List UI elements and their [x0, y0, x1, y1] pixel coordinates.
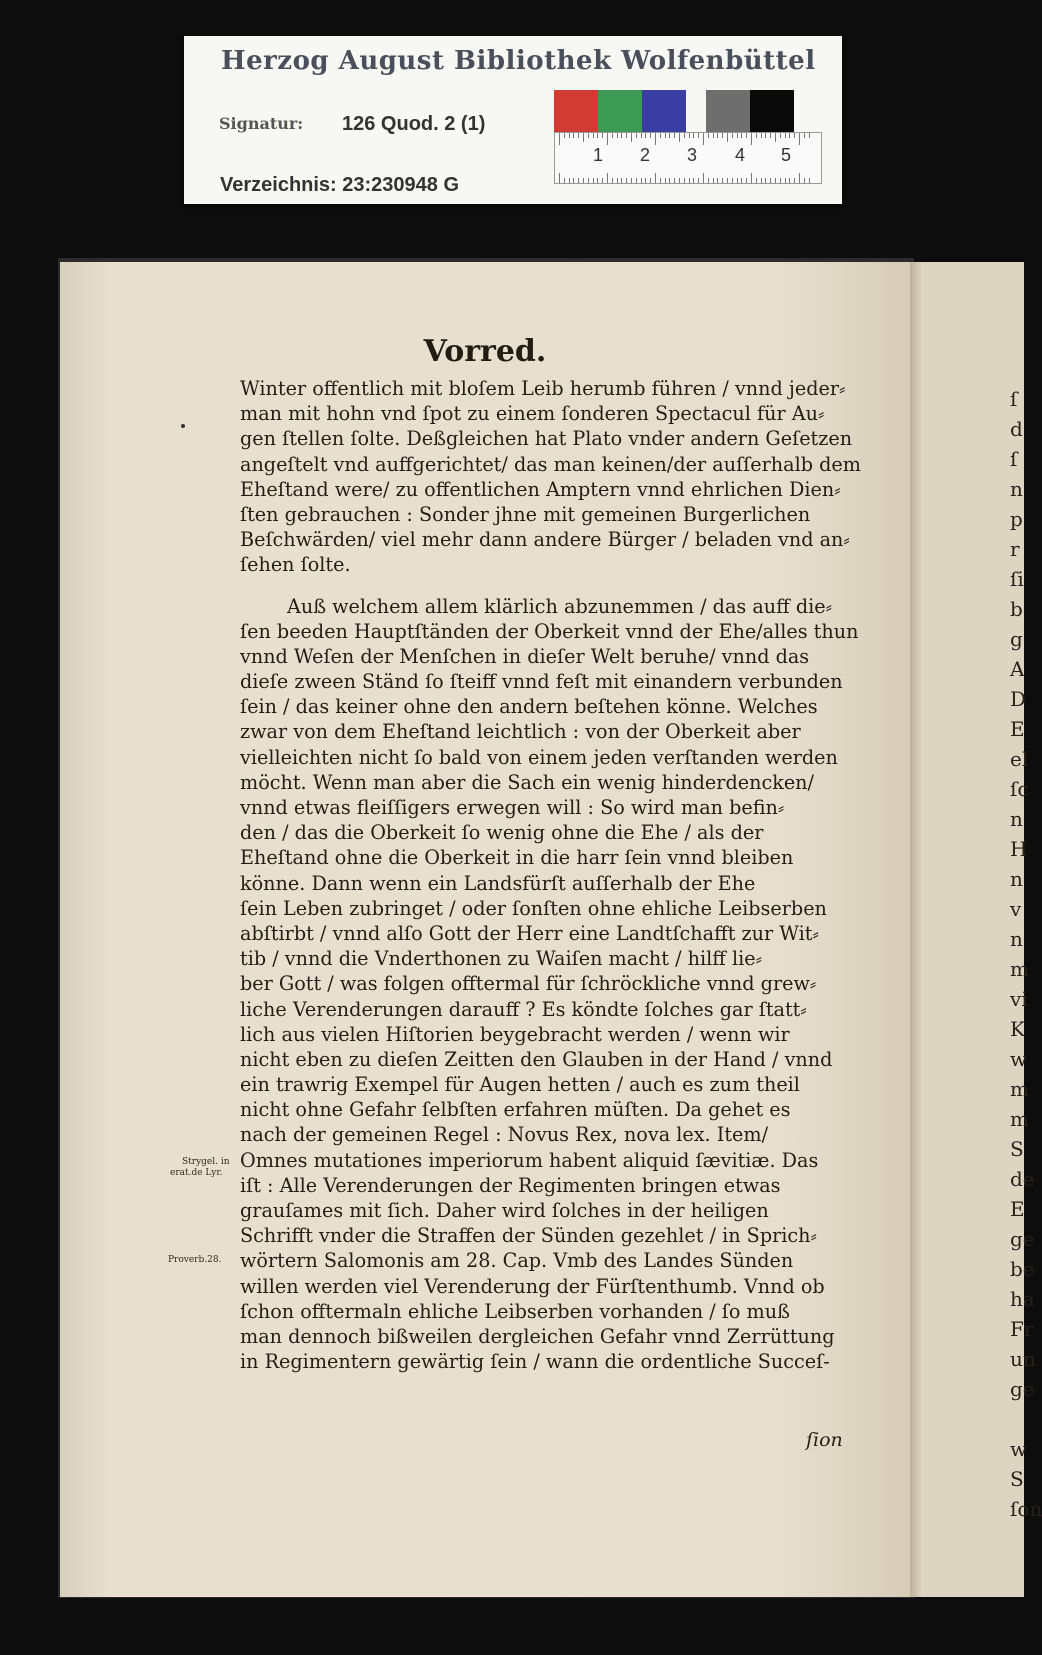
ruler-tick — [756, 133, 757, 138]
signatur-value: 126 Quod. 2 (1) — [342, 113, 486, 135]
text-line: angeſtelt vnd auffgerichtet/ das man keinen/der auſſerhalb dem — [240, 452, 861, 476]
ruler-tick — [684, 178, 685, 183]
adjacent-page-fragment: de — [1010, 1167, 1035, 1191]
ruler-tick — [809, 133, 810, 138]
text-line: wörtern Salomonis am 28. Cap. Vmb des Landes Sünden — [240, 1249, 794, 1273]
adjacent-page-fragment: v — [1010, 897, 1022, 921]
ruler-tick — [698, 133, 699, 138]
adjacent-page-fragment: m — [1010, 1107, 1029, 1131]
ruler-tick — [761, 178, 762, 183]
ruler-tick — [602, 133, 603, 138]
text-line: man dennoch bißweilen dergleichen Gefahr vnnd Zerrüttung — [240, 1324, 835, 1348]
adjacent-page-fragment: b — [1010, 597, 1023, 621]
ruler-tick — [789, 178, 790, 183]
adjacent-page-fragment: n — [1010, 477, 1023, 501]
text-line: den / das die Oberkeit ſo wenig ohne die Ehe / als der — [240, 821, 764, 845]
text-line: nach der gemeinen Regel : Novus Rex, nova lex. Item/ — [240, 1123, 769, 1147]
ruler-tick — [679, 178, 680, 183]
ruler-tick — [809, 178, 810, 183]
ruler-tick — [612, 178, 613, 183]
swatch-gray — [706, 90, 750, 132]
ruler-tick — [669, 133, 670, 138]
ruler-tick — [679, 133, 680, 142]
ruler-number: 1 — [593, 145, 604, 165]
ruler-tick — [621, 133, 622, 138]
ruler-tick — [761, 133, 762, 138]
margin-dot — [181, 424, 185, 428]
ruler-tick — [674, 178, 675, 183]
ruler-tick — [573, 133, 574, 138]
adjacent-page-fragment: A — [1010, 657, 1025, 681]
ruler-tick — [621, 178, 622, 183]
ruler-tick — [588, 133, 589, 138]
ruler-tick — [693, 178, 694, 183]
ruler-tick — [693, 133, 694, 138]
page-header: Vorred. — [423, 334, 547, 369]
ruler-tick — [593, 178, 594, 183]
adjacent-page-fragment: ſ — [1010, 447, 1018, 471]
text-line: Omnes mutationes imperiorum habent aliquid ſævitiæ. Das — [240, 1148, 819, 1172]
adjacent-page-fragment: E — [1010, 717, 1025, 741]
marginal-note-strygel-2: erat.de Lyr. — [170, 1168, 223, 1178]
ruler-tick — [732, 133, 733, 138]
text-line: vnnd etwas fleiſſigers erwegen will : So wird man befin⸗ — [240, 796, 785, 819]
text-line: ber Gott / was folgen offtermal für ſchröckliche vnnd grew⸗ — [240, 972, 817, 996]
text-line: abſtirbt / vnnd alſo Gott der Herr eine Landtſchafft zur Wit⸗ — [240, 921, 819, 945]
ruler-tick — [713, 178, 714, 183]
ruler-tick — [689, 178, 690, 183]
adjacent-page-fragment: w — [1010, 1047, 1028, 1071]
ruler-tick — [722, 178, 723, 183]
body-text — [240, 376, 910, 1374]
text-line: nicht eben zu dieſen Zeitten den Glauben in der Hand / vnnd — [240, 1047, 833, 1071]
text-line: Schrifft vnder die Straffen der Sünden gezehlet / in Sprich⸗ — [240, 1224, 817, 1248]
ruler-tick — [703, 173, 704, 183]
catchword: ſion — [806, 1429, 843, 1451]
swatch-black — [750, 90, 794, 132]
swatch-blue — [642, 90, 686, 132]
adjacent-page-fragment: n — [1010, 807, 1023, 831]
adjacent-page-fragment: vi — [1010, 987, 1028, 1011]
text-line: ſein / das keiner ohne den andern beſtehen könne. Welches — [240, 695, 818, 719]
ruler-tick — [669, 178, 670, 183]
ruler-tick — [741, 133, 742, 138]
text-line: lich aus vielen Hiſtorien beygebracht werden / wenn wir — [240, 1022, 790, 1046]
scale-ruler — [554, 132, 822, 184]
ruler-tick — [684, 133, 685, 138]
ruler-tick — [722, 133, 723, 138]
ruler-tick — [717, 178, 718, 183]
adjacent-page-fragment: p — [1010, 507, 1023, 531]
page-edge — [910, 262, 924, 1597]
ruler-number: 4 — [735, 145, 746, 165]
ruler-tick — [780, 178, 781, 183]
ruler-tick — [617, 133, 618, 138]
ruler-tick — [703, 133, 704, 145]
color-calibration-swatches — [554, 90, 794, 132]
ruler-tick — [756, 178, 757, 183]
text-line: Winter offentlich mit bloſem Leib herumb führen / vnnd jeder⸗ — [240, 377, 846, 400]
ruler-tick — [583, 133, 584, 142]
ruler-tick — [708, 178, 709, 183]
ruler-tick — [578, 133, 579, 138]
text-line: man mit hohn vnd ſpot zu einem ſonderen Spectacul für Au⸗ — [240, 402, 825, 426]
ruler-tick — [641, 178, 642, 183]
ruler-tick — [751, 173, 752, 183]
ruler-tick — [751, 133, 752, 145]
text-line: tib / vnnd die Vnderthonen zu Waiſen macht / hilff lie⸗ — [240, 947, 763, 971]
text-line: ſchon offtermaln ehliche Leibserben vorhanden / ſo muß — [240, 1299, 790, 1323]
ruler-tick — [597, 178, 598, 183]
ruler-tick — [799, 173, 800, 183]
ruler-tick — [641, 133, 642, 138]
text-line: in Regimentern gewärtig ſein / wann die ordentliche Succeſ- — [240, 1350, 830, 1374]
ruler-tick — [626, 133, 627, 138]
ruler-tick — [794, 178, 795, 183]
ruler-tick — [655, 133, 656, 145]
ruler-tick — [708, 133, 709, 138]
ruler-tick — [665, 133, 666, 138]
text-line: ſen beeden Hauptſtänden der Oberkeit vnnd der Ehe/alles thun — [240, 619, 859, 643]
ruler-tick — [717, 133, 718, 138]
text-line: iſt : Alle Verenderungen der Regimenten bringen etwas — [240, 1173, 781, 1197]
ruler-tick — [588, 178, 589, 183]
ruler-tick — [727, 133, 728, 142]
ruler-tick — [559, 133, 560, 145]
text-line: liche Verenderungen darauff ? Es köndte ſolches gar ſtatt⸗ — [240, 997, 807, 1021]
ruler-tick — [674, 133, 675, 138]
adjacent-page-fragment: D — [1010, 687, 1027, 711]
ruler-tick — [799, 133, 800, 145]
ruler-tick — [746, 133, 747, 138]
ruler-tick — [602, 178, 603, 183]
ruler-tick — [737, 133, 738, 138]
book-page — [60, 262, 910, 1597]
adjacent-page-fragment: E — [1010, 1197, 1025, 1221]
ruler-number: 3 — [687, 145, 698, 165]
ruler-tick — [636, 133, 637, 138]
ruler-tick — [770, 178, 771, 183]
ruler-tick — [804, 178, 805, 183]
ruler-tick — [794, 133, 795, 138]
adjacent-page-fragment: ſ — [1010, 387, 1018, 411]
ruler-tick — [741, 178, 742, 183]
adjacent-page-fragment: ge — [1010, 1377, 1035, 1401]
text-line: könne. Dann wenn ein Landsfürſt auſſerhalb der Ehe — [240, 871, 756, 895]
ruler-tick — [660, 178, 661, 183]
text-line: ſein Leben zubringet / oder ſonſten ohne ehliche Leibserben — [240, 896, 827, 920]
adjacent-page-fragment: m — [1010, 1077, 1029, 1101]
ruler-tick — [645, 133, 646, 138]
text-line: nicht ohne Gefahr ſelbſten erfahren müſten. Da gehet es — [240, 1098, 791, 1122]
ruler-tick — [564, 178, 565, 183]
adjacent-page-fragment: be — [1010, 1257, 1035, 1281]
adjacent-page-fragment: ſc — [1010, 777, 1029, 801]
swatch-white — [686, 90, 706, 132]
adjacent-page-fragment: S — [1010, 1467, 1024, 1491]
marginal-note-proverb: Proverb.28. — [168, 1255, 222, 1265]
text-line: willen werden viel Verenderung der Fürſtenthumb. Vnnd ob — [240, 1274, 825, 1298]
text-line: ſten gebrauchen : Sonder jhne mit gemeinen Burgerlichen — [240, 502, 811, 526]
text-line: gen ſtellen ſolte. Deßgleichen hat Plato vnder andern Geſetzen — [240, 427, 853, 451]
adjacent-page-fragment: g — [1010, 627, 1023, 651]
ruler-tick — [804, 133, 805, 138]
text-line: Beſchwärden/ viel mehr dann andere Bürger / beladen vnd an⸗ — [240, 528, 850, 552]
ruler-tick — [559, 173, 560, 183]
text-line: dieſe zween Ständ ſo ſteiff vnnd feſt mit einandern verbunden — [240, 670, 843, 694]
text-line: Auß welchem allem klärlich abzunemmen / das auff die⸗ — [287, 594, 833, 618]
ruler-tick — [785, 133, 786, 138]
ruler-tick — [612, 133, 613, 138]
adjacent-page-fragment: Fr — [1010, 1317, 1034, 1341]
adjacent-page-fragment: m — [1010, 957, 1029, 981]
ruler-tick — [713, 133, 714, 138]
ruler-tick — [780, 133, 781, 138]
ruler-tick — [732, 178, 733, 183]
ruler-tick — [631, 178, 632, 183]
library-label-card — [184, 36, 842, 204]
adjacent-page-fragment: K — [1010, 1017, 1025, 1041]
ruler-tick — [607, 133, 608, 145]
ruler-number: 5 — [781, 145, 792, 165]
adjacent-page — [924, 262, 1042, 1597]
ruler-tick — [593, 133, 594, 138]
ruler-tick — [698, 178, 699, 183]
ruler-tick — [597, 133, 598, 138]
ruler-tick — [636, 178, 637, 183]
adjacent-page-fragment: ge — [1010, 1227, 1035, 1251]
adjacent-page-fragment: el — [1010, 747, 1029, 771]
text-line: Eheſtand were/ zu offentlichen Amptern vnnd ehrlichen Dien⸗ — [240, 477, 841, 501]
adjacent-page-fragment: ſon — [1010, 1497, 1042, 1521]
ruler-tick — [775, 133, 776, 142]
text-line: vnnd Weſen der Menſchen in dieſer Welt beruhe/ vnnd das — [240, 644, 810, 668]
ruler-tick — [727, 178, 728, 183]
ruler-tick — [569, 178, 570, 183]
ruler-tick — [775, 178, 776, 183]
adjacent-page-fragment: ſi — [1010, 567, 1024, 591]
text-line: ſehen ſolte. — [240, 553, 351, 577]
adjacent-page-fragment: d — [1010, 417, 1023, 441]
text-line: zwar von dem Eheſtand leichtlich : von der Oberkeit aber — [240, 720, 801, 744]
ruler-tick — [578, 178, 579, 183]
adjacent-page-fragment: w — [1010, 1437, 1028, 1461]
text-line: möcht. Wenn man aber die Sach ein wenig hinderdencken/ — [240, 770, 814, 794]
ruler-tick — [573, 178, 574, 183]
swatch-green — [598, 90, 642, 132]
ruler-tick — [655, 173, 656, 183]
ruler-tick — [765, 178, 766, 183]
verzeichnis: Verzeichnis: 23:230948 G — [220, 174, 460, 196]
ruler-tick — [617, 178, 618, 183]
library-name: Herzog August Bibliothek Wolfenbüttel — [221, 46, 816, 76]
signatur-label: Signatur: — [219, 114, 304, 133]
adjacent-page-fragment: n — [1010, 927, 1023, 951]
ruler-tick — [737, 178, 738, 183]
text-line: ein trawrig Exempel für Augen hetten / auch es zum theil — [240, 1073, 800, 1097]
ruler-tick — [785, 178, 786, 183]
ruler-tick — [583, 178, 584, 183]
ruler-tick — [770, 133, 771, 138]
adjacent-page-fragment: ha — [1010, 1287, 1035, 1311]
text-line: Eheſtand ohne die Oberkeit in die harr ſein vnnd bleiben — [240, 846, 794, 870]
adjacent-page-fragment: un — [1010, 1347, 1036, 1371]
text-line: grauſames mit ſich. Daher wird ſolches in der heiligen — [240, 1199, 769, 1222]
ruler-tick — [626, 178, 627, 183]
ruler-tick — [645, 178, 646, 183]
ruler-tick — [789, 133, 790, 138]
ruler-tick — [660, 133, 661, 138]
ruler-tick — [569, 133, 570, 138]
text-line: vielleichten nicht ſo bald von einem jeden verſtanden werden — [240, 745, 838, 769]
adjacent-page-fragment: n — [1010, 867, 1023, 891]
adjacent-page-fragment: r — [1010, 537, 1020, 561]
ruler-tick — [650, 178, 651, 183]
adjacent-page-fragment: H — [1010, 837, 1028, 861]
swatch-red — [554, 90, 598, 132]
ruler-tick — [607, 173, 608, 183]
marginal-note-strygel: Strygel. in — [182, 1157, 230, 1167]
ruler-tick — [765, 133, 766, 138]
ruler-tick — [650, 133, 651, 138]
ruler-tick — [631, 133, 632, 142]
paragraph-gap — [240, 578, 910, 594]
ruler-tick — [665, 178, 666, 183]
adjacent-page-fragment: S — [1010, 1137, 1024, 1161]
ruler-tick — [746, 178, 747, 183]
ruler-tick — [564, 133, 565, 138]
ruler-tick — [689, 133, 690, 138]
ruler-number: 2 — [640, 145, 651, 165]
